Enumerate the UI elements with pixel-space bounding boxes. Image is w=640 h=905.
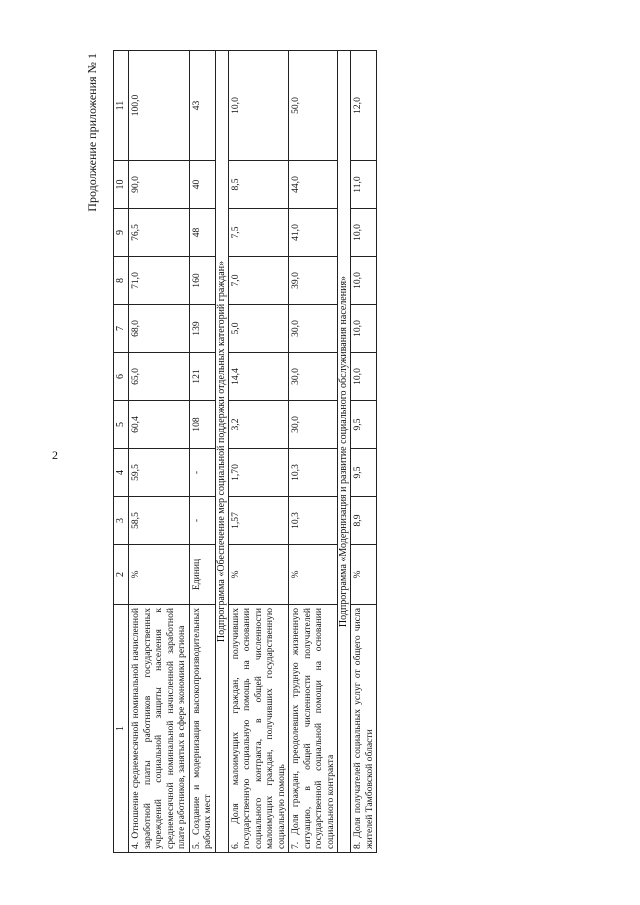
value-cell: 1,70 <box>228 448 289 496</box>
value-cell: 10,0 <box>351 208 377 256</box>
indicator-row <box>351 50 377 852</box>
value-cell: 9,5 <box>351 400 377 448</box>
value-cell: 30,0 <box>289 400 338 448</box>
value-cell: 100,0 <box>129 50 190 160</box>
indicator-row <box>129 50 190 852</box>
subprogram-row <box>338 50 351 852</box>
value-cell: 10,0 <box>351 304 377 352</box>
unit-cell: % <box>228 544 289 604</box>
value-cell: 8,5 <box>228 160 289 208</box>
value-cell: 5,0 <box>228 304 289 352</box>
value-cell: 10,0 <box>351 352 377 400</box>
value-cell: 40 <box>189 160 215 208</box>
value-cell: 43 <box>189 50 215 160</box>
indicator-name: 6. Доля малоимущих граждан, получивших государственную социальную помощь на основании социального контракта, в общей численности малоимущих граждан, получивших государственную социальную помощь <box>228 604 289 852</box>
header-cell: 10 <box>114 160 129 208</box>
header-cell: 8 <box>114 256 129 304</box>
value-cell: 48 <box>189 208 215 256</box>
value-cell: 3,2 <box>228 400 289 448</box>
value-cell: 121 <box>189 352 215 400</box>
indicator-name: 5. Создание и модернизация высокопроизводительных рабочих мест <box>189 604 215 852</box>
subprogram-row <box>215 50 228 852</box>
unit-cell: % <box>289 544 338 604</box>
value-cell: 58,5 <box>129 496 190 544</box>
unit-cell: % <box>129 544 190 604</box>
indicator-row <box>289 50 338 852</box>
subprogram-title: Подпрограмма «Модернизация и развитие социального обслуживания населения» <box>338 50 351 852</box>
header-cell: 4 <box>114 448 129 496</box>
value-cell: 50,0 <box>289 50 338 160</box>
unit-cell: Единиц <box>189 544 215 604</box>
indicator-name: 4. Отношение среднемесячной номинальной начисленной заработной платы работников государственных учреждений социальной защиты населения к среднемесячной номинальной начисленной заработной плате работников, занятых в сфере экономики региона <box>129 604 190 852</box>
value-cell: 9,5 <box>351 448 377 496</box>
page-number: 2 <box>52 448 58 462</box>
header-cell: 11 <box>114 50 129 160</box>
value-cell: 10,3 <box>289 496 338 544</box>
value-cell: 71,0 <box>129 256 190 304</box>
value-cell: 108 <box>189 400 215 448</box>
header-cell: 3 <box>114 496 129 544</box>
value-cell: 76,5 <box>129 208 190 256</box>
table-header-row <box>114 50 129 852</box>
value-cell: 30,0 <box>289 352 338 400</box>
value-cell: 11,0 <box>351 160 377 208</box>
header-cell: 5 <box>114 400 129 448</box>
continuation-label: Продолжение приложения № 1 <box>85 52 99 212</box>
value-cell: - <box>189 496 215 544</box>
value-cell: 39,0 <box>289 256 338 304</box>
value-cell: 14,4 <box>228 352 289 400</box>
header-cell: 7 <box>114 304 129 352</box>
header-cell: 2 <box>114 544 129 604</box>
value-cell: 7,5 <box>228 208 289 256</box>
value-cell: 60,4 <box>129 400 190 448</box>
unit-cell: % <box>351 544 377 604</box>
value-cell: 8,9 <box>351 496 377 544</box>
indicator-row <box>189 50 215 852</box>
value-cell: 160 <box>189 256 215 304</box>
value-cell: 10,0 <box>351 256 377 304</box>
header-cell: 9 <box>114 208 129 256</box>
value-cell: 10,0 <box>228 50 289 160</box>
indicators-table <box>113 50 377 853</box>
value-cell: 7,0 <box>228 256 289 304</box>
value-cell: 44,0 <box>289 160 338 208</box>
value-cell: 12,0 <box>351 50 377 160</box>
header-cell: 1 <box>114 604 129 852</box>
value-cell: - <box>189 448 215 496</box>
value-cell: 90,0 <box>129 160 190 208</box>
header-cell: 6 <box>114 352 129 400</box>
value-cell: 139 <box>189 304 215 352</box>
value-cell: 68,0 <box>129 304 190 352</box>
value-cell: 30,0 <box>289 304 338 352</box>
value-cell: 10,3 <box>289 448 338 496</box>
subprogram-title: Подпрограмма «Обеспечение мер социальной поддержки отдельных категорий граждан» <box>215 50 228 852</box>
value-cell: 59,5 <box>129 448 190 496</box>
rotated-page-content <box>85 53 555 853</box>
indicator-name: 8. Доля получателей социальных услуг от общего числа жителей Тамбовской области <box>351 604 377 852</box>
indicator-name: 7. Доля граждан, преодолевших трудную жизненную ситуацию, в общей численности получателей государственной социальной помощи на основании социального контракта <box>289 604 338 852</box>
value-cell: 65,0 <box>129 352 190 400</box>
value-cell: 41,0 <box>289 208 338 256</box>
indicator-row <box>228 50 289 852</box>
value-cell: 1,57 <box>228 496 289 544</box>
